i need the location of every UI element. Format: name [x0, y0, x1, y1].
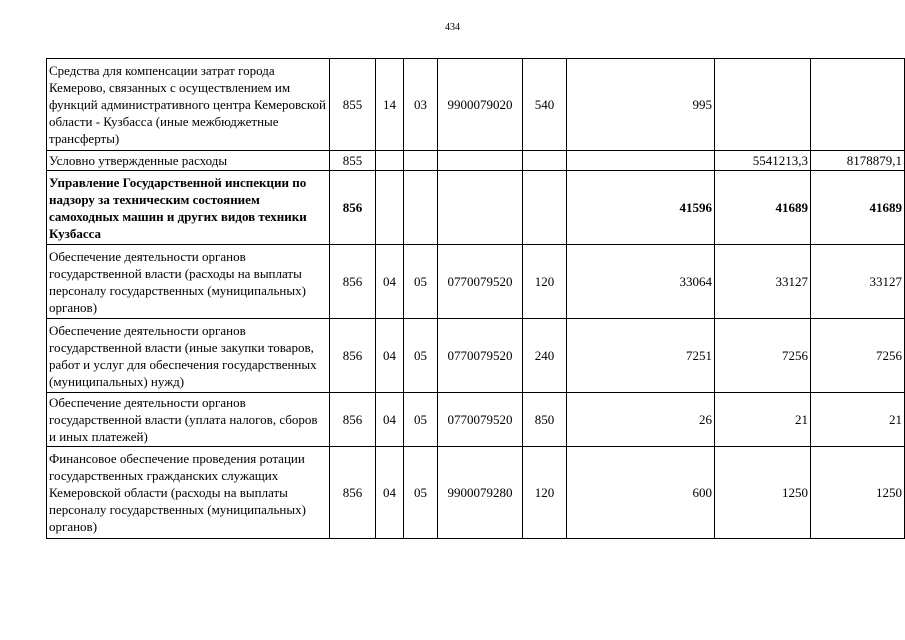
row-name: Условно утвержденные расходы [47, 151, 330, 171]
table-row [47, 393, 905, 447]
ministry-code: 856 [330, 447, 376, 539]
amount-year-3: 33127 [811, 245, 905, 319]
ministry-code: 855 [330, 59, 376, 151]
table-row [47, 447, 905, 539]
target-article-code: 0770079520 [438, 393, 523, 447]
amount-year-1 [567, 151, 715, 171]
amount-year-2: 33127 [715, 245, 811, 319]
section-code: 04 [376, 447, 404, 539]
amount-year-3: 1250 [811, 447, 905, 539]
subsection-code [404, 151, 438, 171]
page-number: 434 [445, 22, 460, 33]
subsection-code: 05 [404, 447, 438, 539]
target-article-code: 0770079520 [438, 319, 523, 393]
amount-year-1: 41596 [567, 171, 715, 245]
section-code: 04 [376, 245, 404, 319]
amount-year-1: 7251 [567, 319, 715, 393]
section-code: 14 [376, 59, 404, 151]
subsection-code: 05 [404, 319, 438, 393]
amount-year-3: 41689 [811, 171, 905, 245]
amount-year-1: 600 [567, 447, 715, 539]
amount-year-3: 8178879,1 [811, 151, 905, 171]
expense-kind-code: 850 [523, 393, 567, 447]
ministry-code: 856 [330, 245, 376, 319]
amount-year-3 [811, 59, 905, 151]
target-article-code [438, 151, 523, 171]
budget-table [46, 58, 905, 539]
subsection-code: 03 [404, 59, 438, 151]
expense-kind-code: 240 [523, 319, 567, 393]
expense-kind-code: 120 [523, 245, 567, 319]
subsection-code: 05 [404, 393, 438, 447]
table-row [47, 245, 905, 319]
target-article-code: 0770079520 [438, 245, 523, 319]
ministry-code: 856 [330, 319, 376, 393]
row-name: Обеспечение деятельности органов государственной власти (иные закупки товаров, работ и услуг для обеспечения государственных (муниципальных) нужд) [47, 319, 330, 393]
section-code [376, 171, 404, 245]
ministry-code: 856 [330, 171, 376, 245]
row-name: Финансовое обеспечение проведения ротации государственных гражданских служащих Кемеровской области (расходы на выплаты персоналу государственных (муниципальных) органов) [47, 447, 330, 539]
row-name: Обеспечение деятельности органов государственной власти (расходы на выплаты персоналу государственных (муниципальных) органов) [47, 245, 330, 319]
amount-year-2: 7256 [715, 319, 811, 393]
amount-year-2: 41689 [715, 171, 811, 245]
target-article-code: 9900079280 [438, 447, 523, 539]
amount-year-3: 7256 [811, 319, 905, 393]
expense-kind-code: 540 [523, 59, 567, 151]
section-code [376, 151, 404, 171]
target-article-code [438, 171, 523, 245]
subsection-code: 05 [404, 245, 438, 319]
ministry-code: 855 [330, 151, 376, 171]
table-row [47, 171, 905, 245]
amount-year-1: 33064 [567, 245, 715, 319]
amount-year-3: 21 [811, 393, 905, 447]
subsection-code [404, 171, 438, 245]
target-article-code: 9900079020 [438, 59, 523, 151]
table-row [47, 319, 905, 393]
amount-year-1: 26 [567, 393, 715, 447]
expense-kind-code [523, 151, 567, 171]
table-row [47, 151, 905, 171]
amount-year-2: 5541213,3 [715, 151, 811, 171]
row-name: Обеспечение деятельности органов государственной власти (уплата налогов, сборов и иных платежей) [47, 393, 330, 447]
table-body [47, 59, 905, 539]
amount-year-2: 21 [715, 393, 811, 447]
amount-year-2 [715, 59, 811, 151]
section-code: 04 [376, 319, 404, 393]
row-name: Средства для компенсации затрат города Кемерово, связанных с осуществлением им функций административного центра Кемеровской области - Кузбасса (иные межбюджетные трансферты) [47, 59, 330, 151]
amount-year-1: 995 [567, 59, 715, 151]
ministry-code: 856 [330, 393, 376, 447]
expense-kind-code: 120 [523, 447, 567, 539]
section-code: 04 [376, 393, 404, 447]
amount-year-2: 1250 [715, 447, 811, 539]
row-name: Управление Государственной инспекции по надзору за техническим состоянием самоходных машин и других видов техники Кузбасса [47, 171, 330, 245]
expense-kind-code [523, 171, 567, 245]
table-row [47, 59, 905, 151]
